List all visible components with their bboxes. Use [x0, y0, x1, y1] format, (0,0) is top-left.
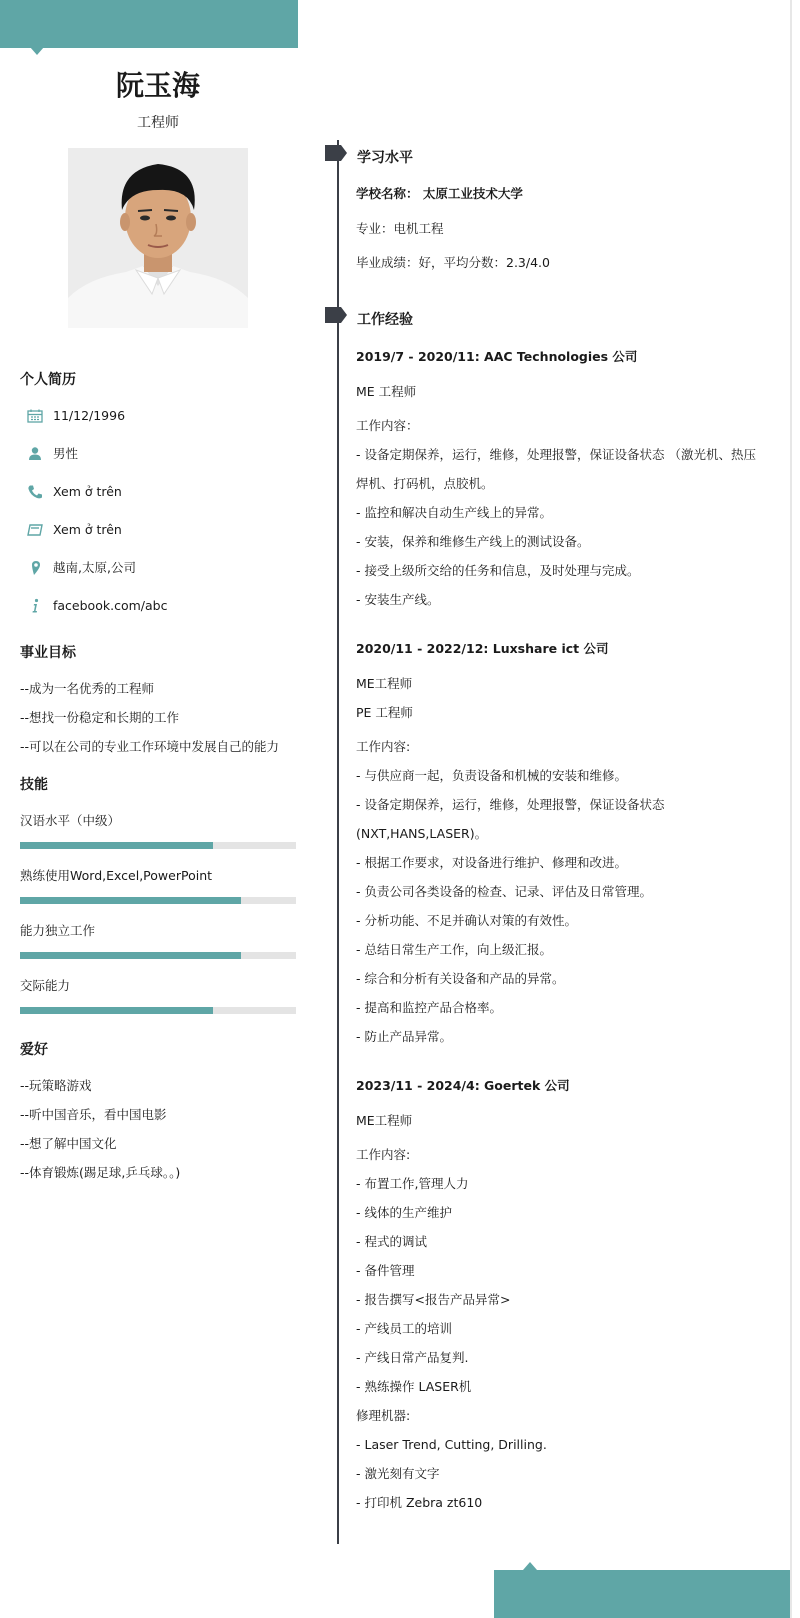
hobby-line: --玩策略游戏 — [20, 1078, 92, 1093]
job-duties-label: 工作内容: — [356, 1147, 411, 1162]
education-major: 专业：电机工程 — [356, 221, 444, 236]
job-duty: - 设备定期保养，运行，维修，处理报警，保证设备状态 （激光机、热压 — [356, 447, 756, 462]
education-grade: 毕业成绩：好，平均分数：2.3/4.0 — [356, 255, 550, 270]
calendar-icon — [26, 408, 44, 424]
job-duty: - 线体的生产维护 — [356, 1205, 452, 1220]
job-duty: 焊机、打码机，点胶机。 — [356, 476, 494, 491]
skill-label: 熟练使用Word,Excel,PowerPoint — [20, 868, 213, 883]
experience-section-title: 工作经验 — [357, 312, 413, 328]
skill-bar-fill — [20, 1007, 213, 1014]
candidate-role: 工程师 — [137, 115, 179, 131]
job-period: 2020/11 - 2022/12: Luxshare ict 公司 — [356, 641, 609, 656]
profile-section-title: 个人简历 — [20, 372, 76, 388]
skill-bar-fill — [20, 897, 241, 904]
skill-bar-fill — [20, 842, 213, 849]
location-pin-icon — [26, 560, 44, 576]
job-duty: - 报告撰写<报告产品异常> — [356, 1292, 511, 1307]
job-period: 2019/7 - 2020/11: AAC Technologies 公司 — [356, 349, 638, 364]
job-duty: - 综合和分析有关设备和产品的异常。 — [356, 971, 565, 986]
job-duty: - 防止产品异常。 — [356, 1029, 452, 1044]
skill-label: 能力独立工作 — [20, 923, 96, 938]
hobby-line: --听中国音乐，看中国电影 — [20, 1107, 167, 1122]
objective-line: --想找一份稳定和长期的工作 — [20, 710, 180, 725]
job-period: 2023/11 - 2024/4: Goertek 公司 — [356, 1078, 570, 1093]
top-banner-notch — [30, 47, 44, 55]
profile-gender — [20, 444, 296, 464]
profile-address-text: 越南,太原,公司 — [53, 560, 136, 575]
job-duty: - 与供应商一起，负责设备和机械的安装和维修。 — [356, 768, 627, 783]
profile-website — [20, 596, 296, 616]
candidate-name: 阮玉海 — [115, 69, 200, 102]
profile-address — [20, 558, 296, 578]
hobbies-section-title: 爱好 — [20, 1042, 48, 1058]
job-duty: (NXT,HANS,LASER)。 — [356, 826, 488, 841]
objective-section-title: 事业目标 — [20, 645, 76, 661]
skill-bar — [20, 842, 296, 849]
experience-flag-icon — [325, 307, 347, 323]
job-duty: - 程式的调试 — [356, 1234, 427, 1249]
skill-bar — [20, 1007, 296, 1014]
info-icon — [26, 598, 44, 614]
profile-birthdate — [20, 406, 296, 426]
profile-photo — [68, 148, 248, 328]
job-title: ME工程师 — [356, 676, 413, 691]
job-duty: - 产线员工的培训 — [356, 1321, 452, 1336]
education-school: 学校名称： 太原工业技术大学 — [356, 186, 523, 201]
job-duties-label: 工作内容： — [356, 418, 419, 433]
job-duties-label: 工作内容: — [356, 739, 411, 754]
job-title: ME工程师 — [356, 1113, 413, 1128]
skill-bar — [20, 897, 296, 904]
job-duty: - 备件管理 — [356, 1263, 415, 1278]
person-icon — [26, 446, 44, 462]
hobby-line: --体育锻炼(踢足球,乒乓球。。) — [20, 1165, 181, 1180]
bottom-banner-notch — [523, 1562, 537, 1570]
job-duty: - 激光刻有文字 — [356, 1466, 440, 1481]
profile-email-text: Xem ở trên — [53, 522, 122, 537]
job-title: PE 工程师 — [356, 705, 413, 720]
job-duty: - 分析功能、不足并确认对策的有效性。 — [356, 913, 577, 928]
job-duty: - 产线日常产品复判. — [356, 1350, 469, 1365]
skill-bar — [20, 952, 296, 959]
job-duty: - 熟练操作 LASER机 — [356, 1379, 472, 1394]
skill-bar-fill — [20, 952, 241, 959]
job-duty: - 安装，保养和维修生产线上的测试设备。 — [356, 534, 590, 549]
profile-website-text: facebook.com/abc — [53, 598, 168, 613]
objective-line: --成为一名优秀的工程师 — [20, 681, 155, 696]
job-duty: - 接受上级所交给的任务和信息，及时处理与完成。 — [356, 563, 640, 578]
skill-label: 汉语水平（中级） — [20, 813, 121, 828]
job-duty: 修理机器: — [356, 1408, 411, 1423]
job-duty: - 打印机 Zebra zt610 — [356, 1495, 483, 1510]
page-edge — [790, 0, 792, 1618]
profile-birthdate-text: 11/12/1996 — [53, 408, 126, 423]
job-duty: - 负责公司各类设备的检查、记录、评估及日常管理。 — [356, 884, 652, 899]
top-banner — [0, 0, 298, 48]
hobby-line: --想了解中国文化 — [20, 1136, 117, 1151]
job-duty: - Laser Trend, Cutting, Drilling. — [356, 1437, 547, 1452]
skill-label: 交际能力 — [20, 978, 71, 993]
job-duty: - 提高和监控产品合格率。 — [356, 1000, 502, 1015]
profile-phone-text: Xem ở trên — [53, 484, 122, 499]
email-icon — [26, 522, 44, 538]
job-duty: - 设备定期保养，运行，维修，处理报警，保证设备状态 — [356, 797, 665, 812]
profile-email — [20, 520, 296, 540]
profile-phone — [20, 482, 296, 502]
job-duty: - 总结日常生产工作，向上级汇报。 — [356, 942, 552, 957]
timeline-line — [337, 140, 339, 1544]
phone-icon — [26, 484, 44, 500]
job-duty: - 安装生产线。 — [356, 592, 440, 607]
job-duty: - 监控和解决自动生产线上的异常。 — [356, 505, 552, 520]
objective-line: --可以在公司的专业工作环境中发展自己的能力 — [20, 739, 280, 754]
education-flag-icon — [325, 145, 347, 161]
education-section-title: 学习水平 — [357, 150, 413, 166]
job-duty: - 根据工作要求，对设备进行维护、修理和改进。 — [356, 855, 627, 870]
job-duty: - 布置工作,管理人力 — [356, 1176, 469, 1191]
skills-section-title: 技能 — [20, 777, 48, 793]
bottom-banner — [494, 1570, 790, 1618]
job-title: ME 工程师 — [356, 384, 417, 399]
profile-gender-text: 男性 — [53, 446, 79, 461]
